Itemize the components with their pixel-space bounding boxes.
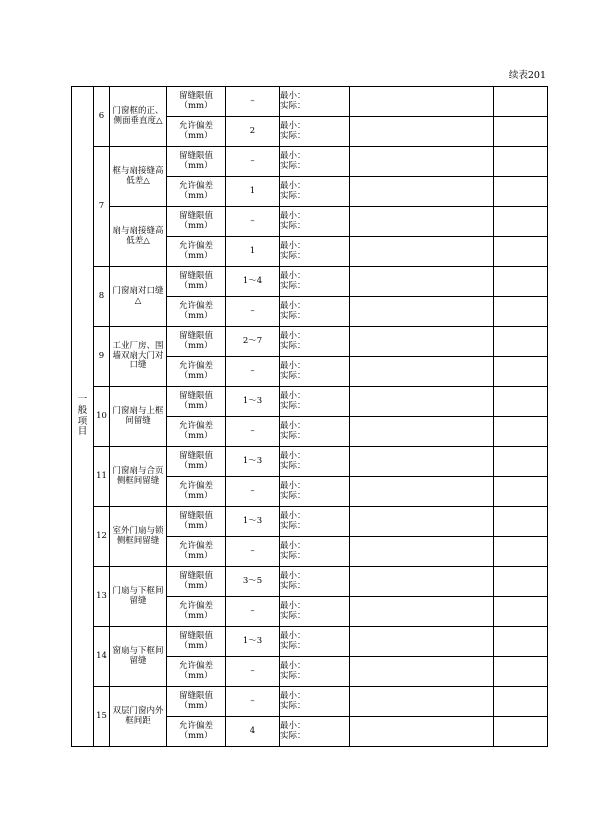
actual-label: 实际： <box>280 340 306 351</box>
measurement-cell[interactable] <box>280 237 350 267</box>
item-number: 11 <box>94 447 110 507</box>
unit-text: （mm） <box>179 130 213 141</box>
result-cell[interactable] <box>350 177 494 207</box>
item-name: 扇与扇接缝高低差△ <box>110 207 167 267</box>
unit-text: （mm） <box>179 520 213 531</box>
remark-cell[interactable] <box>494 327 548 357</box>
result-cell[interactable] <box>350 147 494 177</box>
type-text: 留缝限值 <box>178 511 213 522</box>
min-label: 最小： <box>280 630 306 641</box>
item-name: 门窗框的正、侧面垂直度△ <box>110 87 167 147</box>
allowed-deviation-value: 4 <box>226 717 280 747</box>
unit-text: （mm） <box>179 190 213 201</box>
measurement-cell[interactable] <box>280 477 350 507</box>
table-row <box>72 147 548 177</box>
measurement-cell[interactable] <box>280 297 350 327</box>
type-text: 留缝限值 <box>178 631 213 642</box>
result-cell[interactable] <box>350 327 494 357</box>
actual-label: 实际： <box>280 400 306 411</box>
allowed-deviation-value: – <box>226 477 280 507</box>
table-row <box>72 87 548 117</box>
gap-limit-label <box>167 87 226 117</box>
gap-limit-label <box>167 207 226 237</box>
gap-limit-value: – <box>226 207 280 237</box>
remark-cell[interactable] <box>494 597 548 627</box>
allowed-deviation-label <box>167 237 226 267</box>
allowed-deviation-value: 1 <box>226 237 280 267</box>
type-text: 留缝限值 <box>178 451 213 462</box>
remark-cell[interactable] <box>494 567 548 597</box>
gap-limit-value: – <box>226 687 280 717</box>
item-name: 门窗扇对口缝△ <box>110 267 167 327</box>
remark-cell[interactable] <box>494 117 548 147</box>
actual-label: 实际： <box>280 700 306 711</box>
remark-cell[interactable] <box>494 237 548 267</box>
gap-limit-value: – <box>226 87 280 117</box>
unit-text: （mm） <box>179 310 213 321</box>
unit-text: （mm） <box>179 370 213 381</box>
gap-limit-value: – <box>226 147 280 177</box>
item-name: 框与扇接缝高低差△ <box>110 147 167 207</box>
allowed-deviation-value: 1 <box>226 177 280 207</box>
unit-text: （mm） <box>179 580 213 591</box>
unit-text: （mm） <box>179 400 213 411</box>
item-number: 8 <box>94 267 110 327</box>
result-cell[interactable] <box>350 477 494 507</box>
result-cell[interactable] <box>350 297 494 327</box>
allowed-deviation-value: – <box>226 597 280 627</box>
measurement-cell[interactable] <box>280 387 350 417</box>
measurement-cell[interactable] <box>280 207 350 237</box>
unit-text: （mm） <box>179 430 213 441</box>
measurement-cell[interactable] <box>280 657 350 687</box>
remark-cell[interactable] <box>494 417 548 447</box>
measurement-cell[interactable] <box>280 447 350 477</box>
allowed-deviation-value: – <box>226 297 280 327</box>
remark-cell[interactable] <box>494 87 548 117</box>
table-body <box>72 87 548 747</box>
table-row <box>72 207 548 237</box>
result-cell[interactable] <box>350 237 494 267</box>
unit-text: （mm） <box>179 700 213 711</box>
gap-limit-value: 1～4 <box>226 267 280 297</box>
measurement-cell[interactable] <box>280 357 350 387</box>
remark-cell[interactable] <box>494 177 548 207</box>
table-row <box>72 627 548 657</box>
actual-label: 实际： <box>280 610 306 621</box>
unit-text: （mm） <box>179 460 213 471</box>
result-cell[interactable] <box>350 567 494 597</box>
remark-cell[interactable] <box>494 477 548 507</box>
min-label: 最小： <box>280 540 306 551</box>
measurement-cell[interactable] <box>280 87 350 117</box>
type-text: 留缝限值 <box>178 391 213 402</box>
type-text: 允许偏差 <box>178 241 213 252</box>
min-label: 最小： <box>280 240 306 251</box>
min-label: 最小： <box>280 180 306 191</box>
min-label: 最小： <box>280 720 306 731</box>
result-cell[interactable] <box>350 207 494 237</box>
table-row <box>72 267 548 297</box>
result-cell[interactable] <box>350 657 494 687</box>
type-text: 留缝限值 <box>178 691 213 702</box>
result-cell[interactable] <box>350 687 494 717</box>
actual-label: 实际： <box>280 280 306 291</box>
result-cell[interactable] <box>350 417 494 447</box>
unit-text: （mm） <box>179 730 213 741</box>
allowed-deviation-label <box>167 297 226 327</box>
table-row <box>72 447 548 477</box>
remark-cell[interactable] <box>494 147 548 177</box>
table-row <box>72 507 548 537</box>
remark-cell[interactable] <box>494 657 548 687</box>
gap-limit-value: 1～3 <box>226 507 280 537</box>
table-row <box>72 567 548 597</box>
min-label: 最小： <box>280 690 306 701</box>
measurement-cell[interactable] <box>280 147 350 177</box>
unit-text: （mm） <box>179 340 213 351</box>
item-number: 7 <box>94 147 110 267</box>
gap-limit-label <box>167 567 226 597</box>
type-text: 留缝限值 <box>178 211 213 222</box>
min-label: 最小： <box>280 600 306 611</box>
type-text: 留缝限值 <box>178 91 213 102</box>
type-text: 允许偏差 <box>178 541 213 552</box>
item-number: 12 <box>94 507 110 567</box>
remark-cell[interactable] <box>494 357 548 387</box>
min-label: 最小： <box>280 570 306 581</box>
measurement-cell[interactable] <box>280 687 350 717</box>
result-cell[interactable] <box>350 267 494 297</box>
min-label: 最小： <box>280 150 306 161</box>
gap-limit-label <box>167 687 226 717</box>
actual-label: 实际： <box>280 160 306 171</box>
item-name: 门窗扇与合页侧框间留缝 <box>110 447 167 507</box>
actual-label: 实际： <box>280 430 306 441</box>
table-row <box>72 327 548 357</box>
actual-label: 实际： <box>280 100 306 111</box>
gap-limit-value: 1～3 <box>226 447 280 477</box>
actual-label: 实际： <box>280 190 306 201</box>
min-label: 最小： <box>280 420 306 431</box>
remark-cell[interactable] <box>494 207 548 237</box>
remark-cell[interactable] <box>494 297 548 327</box>
min-label: 最小： <box>280 660 306 671</box>
gap-limit-label <box>167 387 226 417</box>
min-label: 最小： <box>280 120 306 131</box>
type-text: 留缝限值 <box>178 571 213 582</box>
gap-limit-label <box>167 327 226 357</box>
actual-label: 实际： <box>280 490 306 501</box>
allowed-deviation-label <box>167 417 226 447</box>
gap-limit-value: 1～3 <box>226 387 280 417</box>
result-cell[interactable] <box>350 447 494 477</box>
measurement-cell[interactable] <box>280 717 350 747</box>
item-number: 6 <box>94 87 110 147</box>
gap-limit-value: 2～7 <box>226 327 280 357</box>
min-label: 最小： <box>280 330 306 341</box>
remark-cell[interactable] <box>494 387 548 417</box>
remark-cell[interactable] <box>494 687 548 717</box>
type-text: 允许偏差 <box>178 121 213 132</box>
allowed-deviation-value: – <box>226 537 280 567</box>
type-text: 允许偏差 <box>178 661 213 672</box>
gap-limit-label <box>167 147 226 177</box>
allowed-deviation-label <box>167 537 226 567</box>
actual-label: 实际： <box>280 250 306 261</box>
actual-label: 实际： <box>280 730 306 741</box>
min-label: 最小： <box>280 300 306 311</box>
measurement-cell[interactable] <box>280 507 350 537</box>
min-label: 最小： <box>280 480 306 491</box>
unit-text: （mm） <box>179 670 213 681</box>
allowed-deviation-label <box>167 117 226 147</box>
type-text: 允许偏差 <box>178 421 213 432</box>
item-name: 室外门扇与锁侧框间留缝 <box>110 507 167 567</box>
actual-label: 实际： <box>280 220 306 231</box>
actual-label: 实际： <box>280 670 306 681</box>
min-label: 最小： <box>280 450 306 461</box>
result-cell[interactable] <box>350 537 494 567</box>
type-text: 允许偏差 <box>178 601 213 612</box>
item-name: 门扇与下框间留缝 <box>110 567 167 627</box>
type-text: 留缝限值 <box>178 151 213 162</box>
actual-label: 实际： <box>280 520 306 531</box>
unit-text: （mm） <box>179 160 213 171</box>
item-number: 15 <box>94 687 110 747</box>
actual-label: 实际： <box>280 130 306 141</box>
group-label: 一般项目 <box>77 394 88 438</box>
type-text: 允许偏差 <box>178 721 213 732</box>
gap-limit-label <box>167 447 226 477</box>
item-number: 13 <box>94 567 110 627</box>
min-label: 最小： <box>280 390 306 401</box>
allowed-deviation-label <box>167 597 226 627</box>
gap-limit-label <box>167 627 226 657</box>
gap-limit-label <box>167 267 226 297</box>
actual-label: 实际： <box>280 310 306 321</box>
unit-text: （mm） <box>179 100 213 111</box>
min-label: 最小： <box>280 360 306 371</box>
result-cell[interactable] <box>350 597 494 627</box>
item-number: 14 <box>94 627 110 687</box>
measurement-cell[interactable] <box>280 627 350 657</box>
actual-label: 实际： <box>280 370 306 381</box>
gap-limit-value: 3～5 <box>226 567 280 597</box>
unit-text: （mm） <box>179 490 213 501</box>
allowed-deviation-label <box>167 357 226 387</box>
allowed-deviation-label <box>167 477 226 507</box>
measurement-cell[interactable] <box>280 537 350 567</box>
remark-cell[interactable] <box>494 267 548 297</box>
item-name: 窗扇与下框间留缝 <box>110 627 167 687</box>
actual-label: 实际： <box>280 640 306 651</box>
allowed-deviation-value: – <box>226 357 280 387</box>
measurement-cell[interactable] <box>280 597 350 627</box>
group-label-cell <box>72 87 94 747</box>
measurement-cell[interactable] <box>280 117 350 147</box>
type-text: 留缝限值 <box>178 331 213 342</box>
allowed-deviation-value: 2 <box>226 117 280 147</box>
remark-cell[interactable] <box>494 447 548 477</box>
result-cell[interactable] <box>350 507 494 537</box>
type-text: 留缝限值 <box>178 271 213 282</box>
actual-label: 实际： <box>280 460 306 471</box>
item-name: 双层门窗内外框间距 <box>110 687 167 747</box>
remark-cell[interactable] <box>494 507 548 537</box>
min-label: 最小： <box>280 510 306 521</box>
item-number: 9 <box>94 327 110 387</box>
min-label: 最小： <box>280 210 306 221</box>
unit-text: （mm） <box>179 250 213 261</box>
result-cell[interactable] <box>350 357 494 387</box>
result-cell[interactable] <box>350 117 494 147</box>
result-cell[interactable] <box>350 717 494 747</box>
remark-cell[interactable] <box>494 627 548 657</box>
inspection-table <box>71 86 548 747</box>
allowed-deviation-label <box>167 657 226 687</box>
actual-label: 实际： <box>280 580 306 591</box>
measurement-cell[interactable] <box>280 417 350 447</box>
table-row <box>72 687 548 717</box>
item-name: 工业厂房、围墙双扇大门对口缝 <box>110 327 167 387</box>
type-text: 允许偏差 <box>178 181 213 192</box>
measurement-cell[interactable] <box>280 327 350 357</box>
result-cell[interactable] <box>350 87 494 117</box>
measurement-cell[interactable] <box>280 177 350 207</box>
gap-limit-value: 1～3 <box>226 627 280 657</box>
min-label: 最小： <box>280 270 306 281</box>
min-label: 最小： <box>280 90 306 101</box>
result-cell[interactable] <box>350 627 494 657</box>
type-text: 允许偏差 <box>178 361 213 372</box>
allowed-deviation-value: – <box>226 417 280 447</box>
remark-cell[interactable] <box>494 537 548 567</box>
gap-limit-label <box>167 507 226 537</box>
item-name: 门窗扇与上框间留缝 <box>110 387 167 447</box>
unit-text: （mm） <box>179 220 213 231</box>
unit-text: （mm） <box>179 550 213 561</box>
measurement-cell[interactable] <box>280 267 350 297</box>
unit-text: （mm） <box>179 280 213 291</box>
result-cell[interactable] <box>350 387 494 417</box>
unit-text: （mm） <box>179 640 213 651</box>
allowed-deviation-label <box>167 717 226 747</box>
measurement-cell[interactable] <box>280 567 350 597</box>
item-number: 10 <box>94 387 110 447</box>
table-row <box>72 387 548 417</box>
actual-label: 实际： <box>280 550 306 561</box>
type-text: 允许偏差 <box>178 481 213 492</box>
continuation-label: 续表201 <box>508 70 546 81</box>
type-text: 允许偏差 <box>178 301 213 312</box>
unit-text: （mm） <box>179 610 213 621</box>
remark-cell[interactable] <box>494 717 548 747</box>
allowed-deviation-value: – <box>226 657 280 687</box>
allowed-deviation-label <box>167 177 226 207</box>
